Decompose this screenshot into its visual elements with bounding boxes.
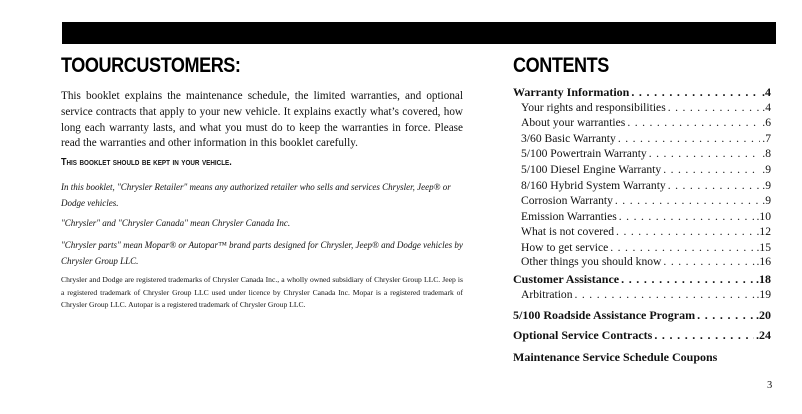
chrysler-definition-note: "Chrysler" and "Chrysler Canada" mean Chrysler Canada Inc.: [61, 218, 291, 228]
header-bar: [62, 22, 776, 44]
toc-entry-diesel-warranty[interactable]: 5/100 Diesel Engine Warranty . . . .9: [513, 163, 771, 179]
toc-entry-other-things[interactable]: Other things you should know . . . .16: [513, 255, 771, 271]
toc-entry-about-warranties[interactable]: About your warranties . . . .6: [513, 116, 771, 132]
contents-heading: CONTENTS: [513, 54, 609, 77]
toc-entry-emission-warranties[interactable]: Emission Warranties . . . .10: [513, 210, 771, 226]
toc-entry-optional-service-contracts[interactable]: Optional Service Contracts . . . .24: [513, 328, 771, 344]
to-our-customers-heading: TOOURCUSTOMERS:: [61, 54, 241, 77]
toc-entry-basic-warranty[interactable]: 3/60 Basic Warranty . . . .7: [513, 132, 771, 148]
toc-entry-roadside-assistance[interactable]: 5/100 Roadside Assistance Program . . . .20: [513, 308, 771, 324]
page-number: 3: [767, 380, 773, 391]
retailer-definition-note: In this booklet, "Chrysler Retailer" means any authorized retailer who sells and services Chrysler, Jeep® or Dodge vehicles.: [61, 182, 451, 208]
toc-entry-rights[interactable]: Your rights and responsibilities . . . .4: [513, 101, 771, 117]
intro-paragraph: This booklet explains the maintenance schedule, the limited warranties, and optional service contracts that apply to your new vehicle. It explains exactly what’s covered, how long each warranty lasts, and what you must do to keep the warranties in force. Please read the warranties and other information in this booklet carefully.: [61, 90, 463, 150]
trademark-fineprint: Chrysler and Dodge are registered trademarks of Chrysler Canada Inc., a wholly owned subsidiary of Chrysler Group LLC. Jeep is a registered trademark of Chrysler Group LLC used under licence by Chrysler Canada Inc. Mopar is a registered trademark of Chrysler Group LLC. Autopar is a registered trademark of Chrysler Group LLC.: [61, 275, 463, 309]
toc-entry-corrosion-warranty[interactable]: Corrosion Warranty . . . .9: [513, 194, 771, 210]
toc-entry-not-covered[interactable]: What is not covered . . . .12: [513, 225, 771, 241]
toc-entry-arbitration[interactable]: Arbitration . . . .19: [513, 288, 771, 304]
toc-entry-get-service[interactable]: How to get service . . . .15: [513, 241, 771, 257]
toc-entry-warranty-information[interactable]: Warranty Information . . . .4: [513, 85, 771, 101]
toc-entry-powertrain-warranty[interactable]: 5/100 Powertrain Warranty . . . .8: [513, 147, 771, 163]
toc-entry-hybrid-warranty[interactable]: 8/160 Hybrid System Warranty . . . .9: [513, 179, 771, 195]
toc-entry-maintenance-coupons[interactable]: Maintenance Service Schedule Coupons: [513, 350, 718, 364]
toc-entry-customer-assistance[interactable]: Customer Assistance . . . .18: [513, 272, 771, 288]
keep-in-vehicle-notice: This booklet should be kept in your vehicle.: [61, 157, 232, 168]
parts-definition-note: "Chrysler parts" mean Mopar® or Autopar™ brand parts designed for Chrysler, Jeep® and Dodge vehicles by Chrysler Group LLC.: [61, 240, 463, 266]
